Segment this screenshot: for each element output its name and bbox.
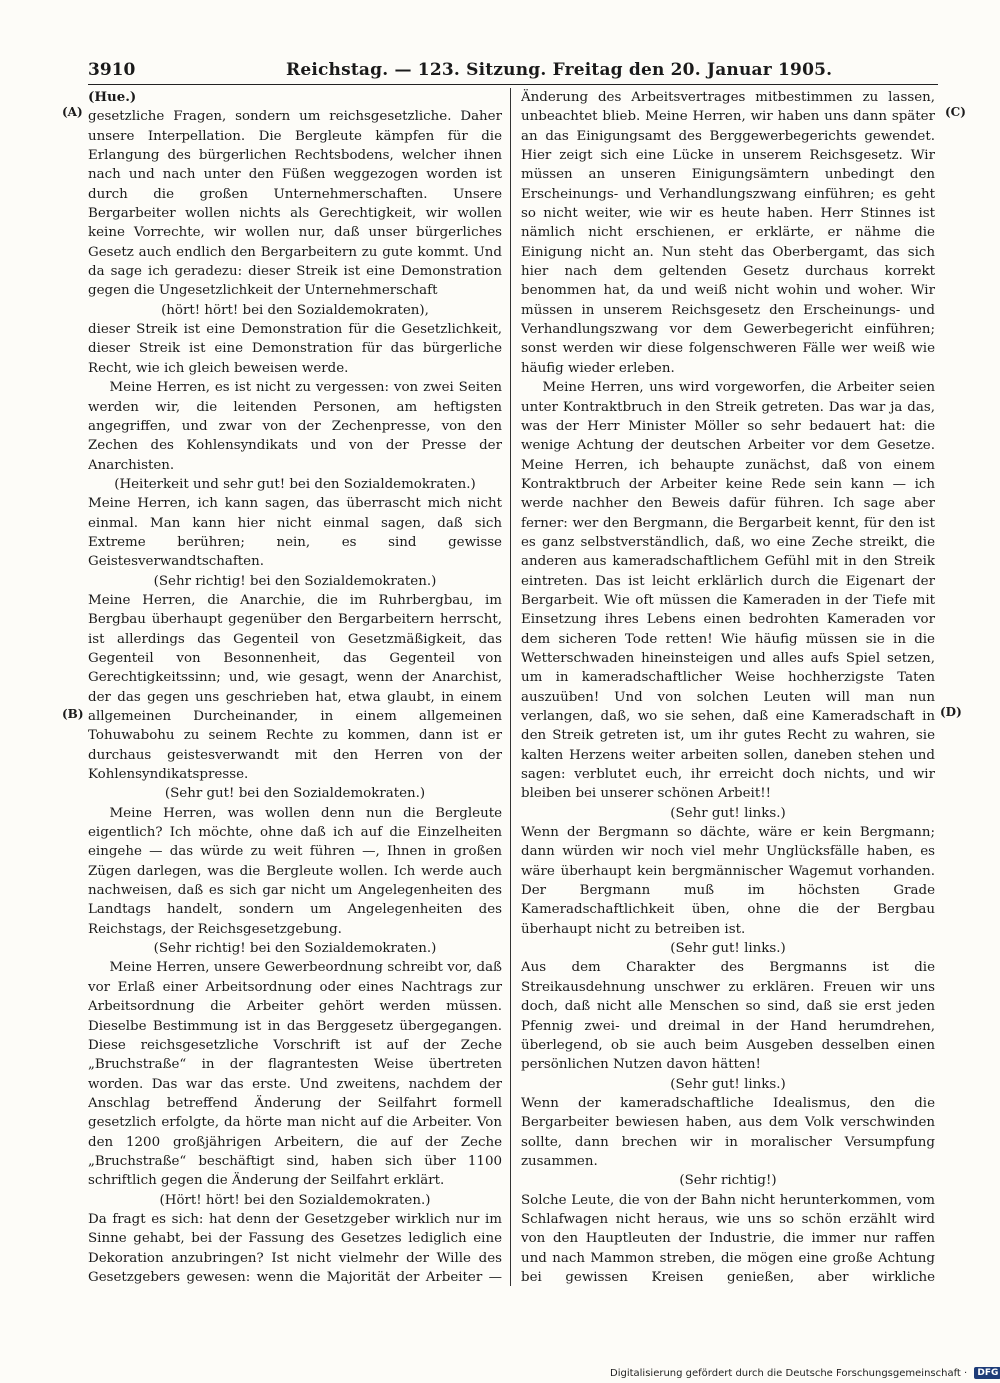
paragraph: Meine Herren, die Anarchie, die im Ruhrbergbau, im Bergbau überhaupt gegenüber den Bergarbeitern herrscht, ist allerdings das Gegenteil von Gesetzmäßigkeit, das Gegenteil von Besonnenheit, das Gegenteil von Gerechtigkeitssinn; und, wie gesagt, wenn der Anarchist, der das gegen uns geschrieben hat, etwa glaubt, in einem allgemeinen Durcheinander, in einem allgemeinen Tohuwabohu zu seinem Rechte zu kommen, dann ist er durchaus geistesverwandt mit den Herren von der Kohlensyndikatspresse. <box>88 592 502 783</box>
speaker-name: (Hue.) <box>88 89 137 105</box>
footer <box>610 1366 999 1382</box>
paragraph: Solche Leute, die von der Bahn nicht herunterkommen, vom Schlafwagen nicht heraus, wie uns so schön erzählt wird von den Hauptleuten der Industrie, die immer nur raffen und nach Mammon streben, die mögen eine große Achtung bei gewissen Kreisen genießen, aber wirkliche <box>521 1192 935 1285</box>
paragraph: Meine Herren, uns wird vorgeworfen, die Arbeiter seien unter Kontraktbruch in den Streik getreten. Das war ja das, was der Herr Minister Möller so sehr bedauert hat: die wenige Achtung der deutschen Arbeiter vor dem Gesetze. Meine Herren, ich behaupte zunächst, daß von einem Kontraktbruch der Arbeiter keine Rede sein kann — ich werde nachher den Beweis dafür führen. Ich sage aber ferner: wer den Bergmann, die Bergarbeit kennt, für den ist es ganz selbstverständlich, daß, wo eine Zeche streikt, die anderen aus kameradschaftlichem Gefühl mit in den Streik eintreten. Das ist leicht erklärlich durch die Eigenart der Bergarbeit. Wie oft müssen die Kameraden in der Tiefe mit Einsetzung ihres Lebens einen bedrohten Kameraden vor dem sicheren Tode retten! Wie häufig müssen sie in die Wetterschwaden hineinsteigen und alles aufs Spiel setzen, um in kameradschaftlicher Weise hochherzigste Taten auszuüben! Und von solchen Leuten will man nun verlangen, daß, wo sie sehen, daß eine Kameradschaft in den Streik getreten ist, um ihr gutes Recht zu wahren, sie kalten Herzens weiter arbeiten sollen, daneben stehen und sagen: verblutet euch, ihr erreicht doch nichts, und wir bleiben bei unserer schönen Arbeit!! <box>521 380 935 802</box>
interjection: (Sehr richtig!) <box>679 1173 777 1189</box>
paragraph: Meine Herren, ich kann sagen, das überrascht mich nicht einmal. Man kann hier nicht einmal sagen, daß sich Extreme berühren; nein, es sind gewisse Geistesverwandtschaften. <box>88 496 502 570</box>
paragraph: Änderung des Arbeitsvertrages mitbestimmen zu lassen, unbeachtet blieb. Meine Herren, wir haben uns dann später an das Einigungsamt des Berggewerbegerichts gewendet. Hier zeigt sich eine Lücke in unserem Reichsgesetz. Wir müssen an unseren Einigungsämtern unbedingt den Erscheinungs- und Verhandlungszwang einführen; es geht so nicht weiter, wie wir es heute haben. Herr Stinnes ist nämlich nicht erschienen, er erklärte, er nähme die Einigung nicht an. Nun steht das Oberbergamt, das sich hier nach dem geltenden Gesetz durchaus korrekt benommen hat, da und weiß nicht wohin und woher. Wir müssen in unserem Reichsgesetz den Erscheinungs- und Verhandlungszwang vor dem Gewerbegericht einführen; sonst werden wir diese folgenschweren Fälle wer weiß wie häufig wieder erleben. <box>521 90 935 376</box>
page-title: Reichstag. — 123. Sitzung. Freitag den 20. Januar 1905. <box>286 60 833 80</box>
paragraph: Meine Herren, es ist nicht zu vergessen: von zwei Seiten werden wir, die leitenden Personen, am heftigsten angegriffen, und zwar von der Zechenpresse, von den Zechen des Kohlensyndikats und von der Presse der Anarchisten. <box>88 380 502 473</box>
margin-marker-a: (A) <box>62 105 83 119</box>
right-column <box>521 88 935 1288</box>
paragraph: Wenn der kameradschaftliche Idealismus, den die Bergarbeiter bewiesen haben, aus dem Volk verschwinden sollte, dann brechen wir in moralischer Versumpfung zusammen. <box>521 1095 935 1169</box>
interjection: (Sehr gut! bei den Sozialdemokraten.) <box>164 786 426 802</box>
margin-marker-d: (D) <box>940 705 962 719</box>
paragraph: Aus dem Charakter des Bergmanns ist die Streikausdehnung unschwer zu erklären. Freuen wir uns doch, daß nicht alle Menschen so sind, daß sie erst jeden Pfennig zwei- und dreimal in der Hand herumdrehen, überlegend, ob sie auch beim Ausgeben desselben einen persönlichen Nutzen davon hätten! <box>521 960 935 1073</box>
page-number: 3910 <box>88 60 136 80</box>
left-column <box>88 88 502 1288</box>
dfg-logo: DFG <box>974 1367 1000 1379</box>
interjection: (Heiterkeit und sehr gut! bei den Sozialdemokraten.) <box>114 476 476 492</box>
interjection: (hört! hört! bei den Sozialdemokraten), <box>161 302 429 318</box>
header-rule <box>88 84 938 85</box>
interjection: (Sehr gut! links.) <box>670 805 786 821</box>
paragraph: Meine Herren, was wollen denn nun die Bergleute eigentlich? Ich möchte, ohne daß ich auf die Einzelheiten eingehe — das würde zu weit führen —, Ihnen in großen Zügen darlegen, was die Bergleute wollen. Ich werde auch nachweisen, daß es sich gar nicht um Angelegenheiten des Landtags handelt, sondern um Angelegenheiten des Reichstags, der Reichsgesetzgebung. <box>88 805 502 937</box>
column-divider <box>510 88 511 1286</box>
interjection: (Sehr gut! links.) <box>670 941 786 957</box>
paragraph: gesetzliche Fragen, sondern um reichsgesetzliche. Daher unsere Interpellation. Die Bergleute kämpfen für die Erlangung des bürgerlichen Rechtsbodens, welcher ihnen nach und nach unter den Füßen weggezogen worden ist durch die großen Unternehmerschaften. Unsere Bergarbeiter wollen nichts als Gerechtigkeit, wir wollen keine Vorrechte, wir wollen nur, daß unser bürgerliches Gesetz auch endlich den Bergarbeitern zu gute kommt. Und da sage ich geradezu: dieser Streik ist eine Demonstration gegen die Ungesetzlichkeit der Unternehmerschaft <box>88 109 502 299</box>
paragraph: Meine Herren, unsere Gewerbeordnung schreibt vor, daß vor Erlaß einer Arbeitsordnung oder eines Nachtrags zur Arbeitsordnung die Arbeiter gehört werden müssen. Dieselbe Bestimmung ist in das Berggesetz übergegangen. Diese reichsgesetzliche Vorschrift ist auf der Zeche „Bruchstraße“ in der flagrantesten Weise übertreten worden. Das war das erste. Und zweitens, nachdem der Anschlag betreffend Änderung der Seilfahrt formell gesetzlich erfolgte, da hörte man nicht auf die Arbeiter. Von den 1200 großjährigen Arbeitern, die auf der Zeche „Bruchstraße“ beschäftigt sind, haben sich über 1100 schriftlich gegen die Änderung der Seilfahrt erklärt. <box>88 960 502 1189</box>
interjection: (Sehr richtig! bei den Sozialdemokraten.) <box>153 573 437 589</box>
page-header <box>88 58 938 82</box>
margin-marker-c: (C) <box>945 105 966 119</box>
paragraph: Wenn der Bergmann so dächte, wäre er kein Bergmann; dann würden wir noch viel mehr Unglücksfälle haben, es wäre überhaupt kein bergmännischer Wagemut vorhanden. Der Bergmann muß im höchsten Grade Kameradschaftlichkeit üben, ohne die der Bergbau überhaupt nicht zu betreiben ist. <box>521 825 935 937</box>
interjection: (Hört! hört! bei den Sozialdemokraten.) <box>159 1192 431 1208</box>
margin-marker-b: (B) <box>62 707 84 721</box>
interjection: (Sehr gut! links.) <box>670 1076 786 1092</box>
paragraph: dieser Streik ist eine Demonstration für die Gesetzlichkeit, dieser Streik ist eine Demonstration für das bürgerliche Recht, wie ich gleich beweisen werde. <box>88 322 502 376</box>
paragraph: Da fragt es sich: hat denn der Gesetzgeber wirklich nur im Sinne gehabt, bei der Fassung des Gesetzes lediglich eine Dekoration anzubringen? Ist nicht vielmehr der Wille des Gesetzgebers gewesen: wenn die Majorität der Arbeiter — <box>88 1211 502 1285</box>
interjection: (Sehr richtig! bei den Sozialdemokraten.) <box>153 941 437 957</box>
footer-credit: Digitalisierung gefördert durch die Deutsche Forschungsgemeinschaft · <box>610 1368 968 1379</box>
